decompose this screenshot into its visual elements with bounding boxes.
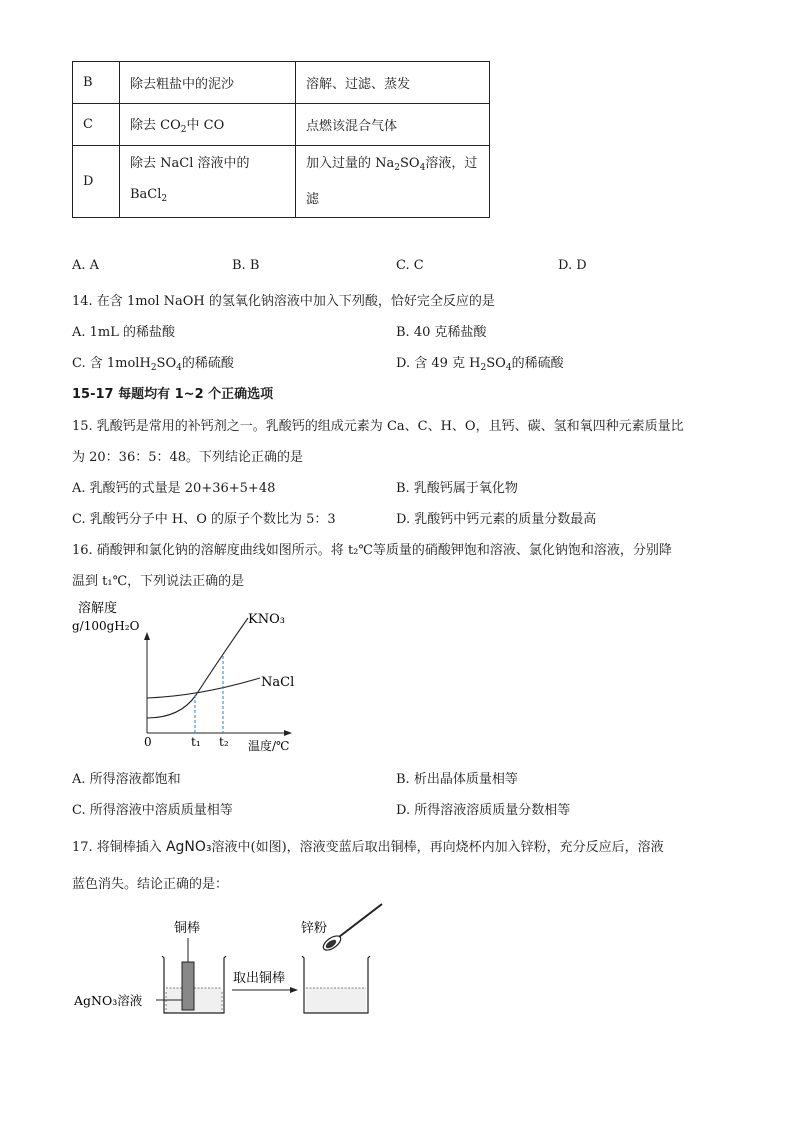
section-heading: 15-17 每题均有 1~2 个正确选项	[72, 387, 274, 402]
copper-rod-label: 铜棒	[174, 921, 201, 936]
method-cell: 点燃该混合气体	[296, 104, 490, 146]
q17-stem-line1: 17. 将铜棒插入 AgNO₃溶液中(如图)，溶液变蓝后取出铜棒，再向烧杯内加入锌粉，充分反应后，溶液	[72, 839, 664, 855]
spoon-handle	[335, 904, 382, 940]
q13-choice-b[interactable]: B. B	[232, 258, 260, 273]
kno3-curve	[147, 618, 248, 718]
kno3-label: KNO₃	[248, 612, 285, 627]
arrow-label: 取出铜棒	[233, 971, 286, 986]
nacl-curve	[147, 678, 260, 698]
nacl-label: NaCl	[261, 675, 295, 690]
option-letter: B	[73, 62, 120, 104]
q15-choice-b[interactable]: B. 乳酸钙属于氧化物	[396, 481, 518, 496]
q14-choice-d[interactable]: D. 含 49 克 $H_2SO_4$的稀硫酸	[396, 356, 564, 373]
solution-label: AgNO₃溶液	[74, 993, 143, 1008]
q15-choice-d[interactable]: D. 乳酸钙中钙元素的质量分数最高	[396, 512, 597, 527]
option-letter: C	[73, 104, 120, 146]
q14-stem: 14. 在含 1mol NaOH 的氢氧化钠溶液中加入下列酸，恰好完全反应的是	[72, 294, 495, 309]
q13-choice-a[interactable]: A. A	[72, 258, 100, 273]
y-axis-label-1: 溶解度	[78, 601, 118, 616]
q14-choice-c[interactable]: C. 含 $1molH_2SO_4$的稀硫酸	[72, 356, 234, 373]
option-letter: D	[73, 146, 120, 218]
purpose-cell: 除去 $CO_2$中 CO	[120, 104, 296, 146]
x-axis-label: 温度/℃	[248, 739, 290, 753]
q16-choice-d[interactable]: D. 所得溶液溶质质量分数相等	[396, 803, 571, 818]
method-cell: 加入过量的 $Na_2SO_4$溶液，过 滤	[296, 146, 490, 218]
t2-label: t₂	[219, 735, 229, 749]
process-arrowhead	[290, 987, 298, 993]
q15-stem-line2: 为 20：36：5：48。下列结论正确的是	[72, 450, 304, 465]
right-solution	[306, 988, 366, 1013]
q16-choice-c[interactable]: C. 所得溶液中溶质质量相等	[72, 803, 233, 818]
x-axis-arrow	[284, 730, 292, 736]
q16-stem-line1: 16. 硝酸钾和氯化钠的溶解度曲线如图所示。将 t₂℃等质量的硝酸钾饱和溶液、氯化钠饱和溶液，分别降	[72, 543, 672, 558]
q14-choice-b[interactable]: B. 40 克稀盐酸	[396, 325, 487, 340]
q16-choice-b[interactable]: B. 析出晶体质量相等	[396, 772, 518, 787]
y-axis-arrow	[144, 632, 150, 640]
q13-choice-d[interactable]: D. D	[558, 258, 587, 273]
origin-label: 0	[144, 735, 152, 749]
q16-stem-line2: 温到 t₁℃，下列说法正确的是	[72, 574, 245, 589]
q14-choice-a[interactable]: A. 1mL 的稀盐酸	[72, 325, 176, 340]
table-row	[73, 104, 490, 146]
copper-zinc-figure	[70, 900, 390, 1020]
zinc-powder-label: 锌粉	[301, 921, 328, 936]
q13-choice-c[interactable]: C. C	[396, 258, 424, 273]
method-cell: 溶解、过滤、蒸发	[296, 62, 490, 104]
options-table	[72, 61, 490, 218]
q15-choice-a[interactable]: A. 乳酸钙的式量是 20+36+5+48	[72, 481, 276, 496]
purpose-cell: 除去 NaCl 溶液中的 BaCl$_2$	[120, 146, 296, 218]
q15-stem-line1: 15. 乳酸钙是常用的补钙剂之一。乳酸钙的组成元素为 Ca、C、H、O，且钙、碳、氢和氧四种元素质量比	[72, 419, 684, 434]
copper-rod	[182, 962, 194, 1010]
table-row	[73, 146, 490, 218]
solubility-graph	[70, 598, 310, 758]
table-row	[73, 62, 490, 104]
q17-stem-line2: 蓝色消失。结论正确的是：	[72, 877, 229, 892]
t1-label: t₁	[191, 735, 201, 749]
q15-choice-c[interactable]: C. 乳酸钙分子中 H、O 的原子个数比为 5：3	[72, 512, 336, 527]
y-axis-label-2: g/100gH₂O	[72, 619, 140, 633]
purpose-cell: 除去粗盐中的泥沙	[120, 62, 296, 104]
q16-choice-a[interactable]: A. 所得溶液都饱和	[72, 772, 181, 787]
